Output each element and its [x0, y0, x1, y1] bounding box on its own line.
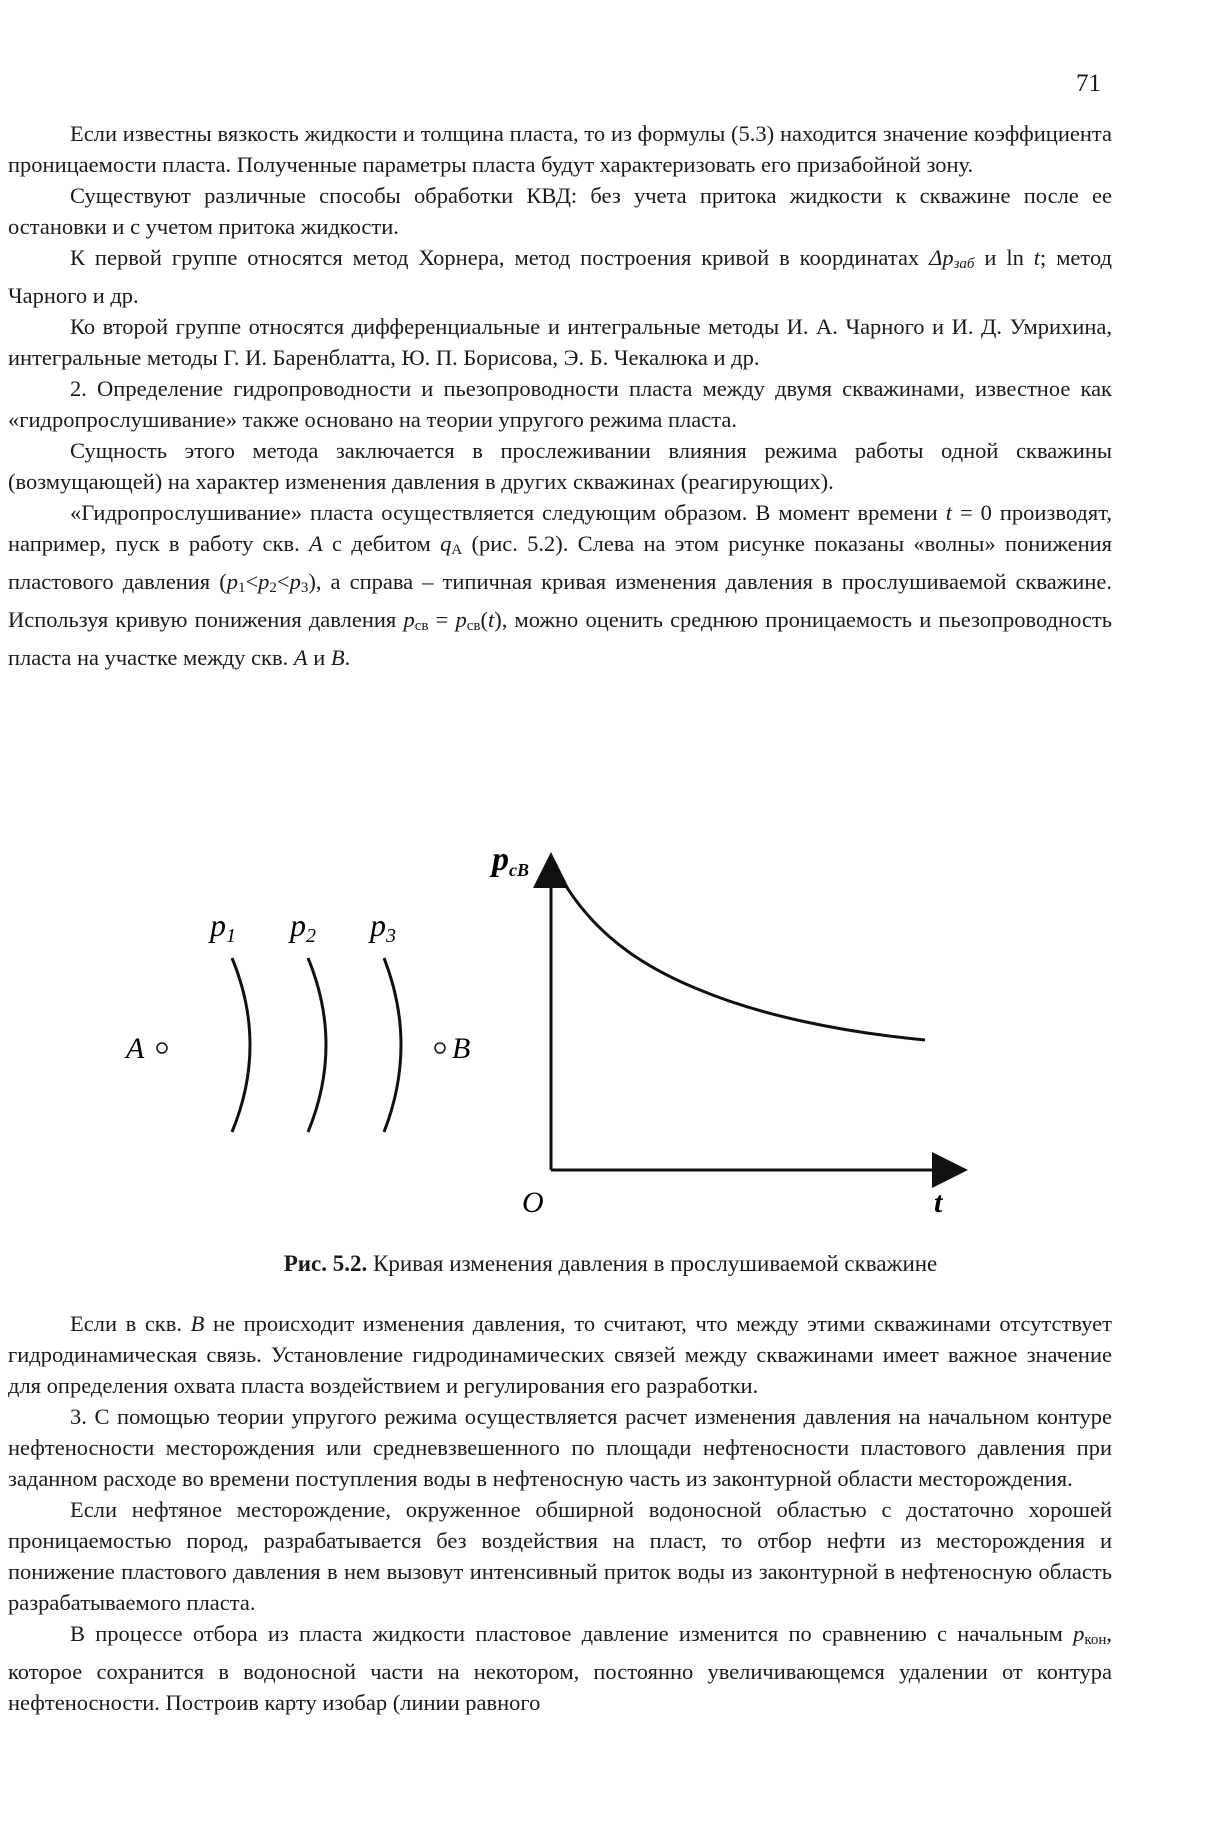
paragraph: Если в скв. В не происходит изменения давления, то считают, что между этими скважинами отсутствует гидродинамическая связь. Установление гидродинамических связей между скважинами имеет важное значение для определения охвата пласта воздействием и регулирования его разработки. [8, 1311, 1112, 1398]
paragraph: В процессе отбора из пласта жидкости пластовое давление изменится по сравнению с начальным $p_{кон}$, которое сохранится в водоносной части на некотором, постоянно увеличивающемся удалении от контура нефтеносности. Построив карту изобар (линии равного [8, 1621, 1112, 1715]
well-a-marker [157, 1043, 167, 1053]
well-a-label: A [126, 1032, 145, 1065]
paragraph: 2. Определение гидропроводности и пьезопроводности пласта между двумя скважинами, известное как «гидропрослушивание» также основано на теории упругого режима пласта. [8, 376, 1112, 432]
figure-drawing [0, 840, 1221, 1280]
text-bottom [8, 1308, 1112, 1718]
paragraph: Ко второй группе относятся дифференциальные и интегральные методы И. А. Чарного и И. Д. Умрихина, интегральные методы Г. И. Баренблатта, Ю. П. Борисова, Э. Б. Чекалюка и др. [8, 314, 1112, 370]
pressure-wave-1 [232, 958, 250, 1132]
paragraph: «Гидропрослушивание» пласта осуществляется следующим образом. В момент времени t = 0 производят, например, пуск в работу скв. А с дебитом $q_A$ (рис. 5.2). Слева на этом рисунке показаны «волны» понижения пластового давления $(p_1<p_2<p_3)$, а справа – типичная кривая изменения давления в прослушиваемой скважине. Используя кривую понижения давления $p_{св} = p_{св}(t)$, можно оценить среднюю проницаемость и пьезопроводность пласта на участке между скв. А и В. [8, 500, 1112, 670]
caption-number: Рис. 5.2. [283, 1251, 368, 1276]
origin-label: O [522, 1186, 544, 1219]
pressure-curve [566, 886, 925, 1040]
wave-label-p2: p2 [290, 907, 316, 947]
wave-label-p3: p3 [370, 907, 396, 947]
pressure-wave-3 [384, 958, 401, 1132]
text-top [8, 118, 1112, 673]
x-axis-label: t [934, 1186, 943, 1219]
y-axis-label: pcB [492, 841, 529, 880]
page-number: 71 [1076, 70, 1101, 97]
well-b-marker [435, 1043, 445, 1053]
paragraph: Существуют различные способы обработки КВД: без учета притока жидкости к скважине после ее остановки и с учетом притока жидкости. [8, 183, 1112, 239]
wave-label-p1: p1 [210, 907, 236, 947]
caption-text: Кривая изменения давления в прослушиваемой скважине [372, 1251, 938, 1276]
pressure-wave-2 [308, 958, 326, 1132]
paragraph: К первой группе относятся метод Хорнера, метод построения кривой в координатах $\Delta p_{заб}$ и ln t; метод Чарного и др. [8, 245, 1113, 308]
paragraph: Если известны вязкость жидкости и толщина пласта, то из формулы (5.3) находится значение коэффициента проницаемости пласта. Полученные параметры пласта будут характеризовать его призабойной зону. [8, 121, 1112, 177]
paragraph: 3. С помощью теории упругого режима осуществляется расчет изменения давления на начальном контуре нефтеносности месторождения или средневзвешенного по площади нефтеносности пластового давления при заданном расходе во времени поступления воды в нефтеносную часть из законтурной области месторождения. [8, 1404, 1112, 1491]
paragraph: Если нефтяное месторождение, окруженное обширной водоносной областью с достаточно хорошей проницаемостью пород, разрабатывается без воздействия на пласт, то отбор нефти из месторождения и понижение пластового давления в нем вызовут интенсивный приток воды из законтурной в нефтеносную область разрабатываемого пласта. [8, 1497, 1112, 1615]
paragraph: Сущность этого метода заключается в прослеживании влияния режима работы одной скважины (возмущающей) на характер изменения давления в других скважинах (реагирующих). [8, 438, 1112, 494]
figure-5-2 [0, 840, 1221, 1280]
well-b-label: B [452, 1032, 471, 1065]
figure-caption [0, 1251, 1221, 1277]
